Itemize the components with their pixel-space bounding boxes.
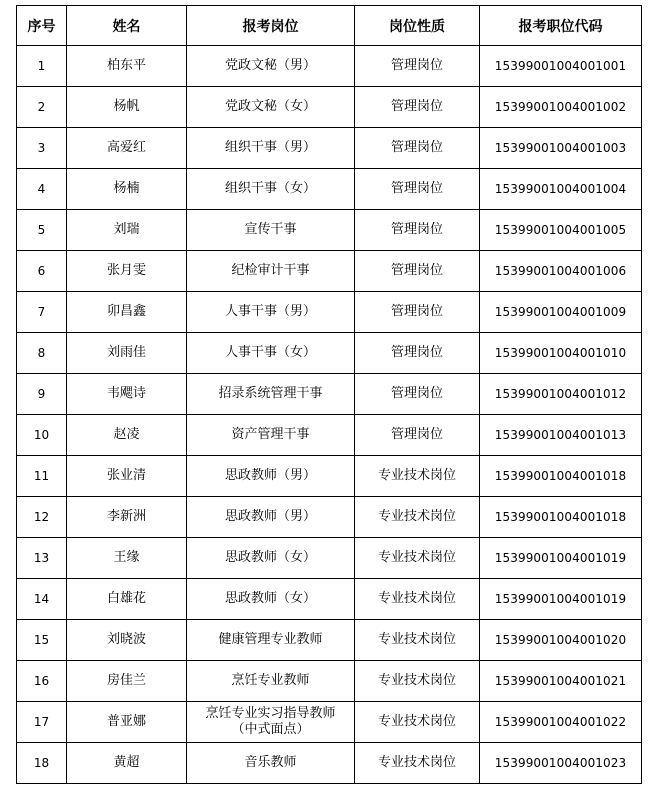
table-header xyxy=(17,6,642,46)
table-row xyxy=(17,333,642,374)
serial-number-cell: 12 xyxy=(17,497,67,538)
applied-post-cell xyxy=(187,374,355,415)
post-code-cell: 15399001004001009 xyxy=(480,292,642,333)
name-cell: 杨帆 xyxy=(67,87,187,128)
applied-post-line: 健康管理专业教师 xyxy=(218,632,323,647)
serial-number-cell: 5 xyxy=(17,210,67,251)
applied-post-line: 思政教师（女） xyxy=(224,550,316,565)
serial-number-cell: 6 xyxy=(17,251,67,292)
name-cell: 房佳兰 xyxy=(67,661,187,702)
post-nature-cell: 管理岗位 xyxy=(355,374,480,415)
table-row xyxy=(17,292,642,333)
table-row xyxy=(17,579,642,620)
applied-post-line: 纪检审计干事 xyxy=(231,263,310,278)
applied-post-cell xyxy=(187,251,355,292)
applied-post-cell xyxy=(187,87,355,128)
post-code-cell: 15399001004001013 xyxy=(480,415,642,456)
post-code-cell: 15399001004001021 xyxy=(480,661,642,702)
applied-post-cell xyxy=(187,128,355,169)
post-nature-cell: 专业技术岗位 xyxy=(355,497,480,538)
post-nature-cell: 管理岗位 xyxy=(355,251,480,292)
name-cell: 高爱红 xyxy=(67,128,187,169)
name-cell: 张月雯 xyxy=(67,251,187,292)
applied-post-line: 党政文秘（男） xyxy=(224,58,316,73)
applied-post-cell xyxy=(187,456,355,497)
post-nature-cell: 管理岗位 xyxy=(355,292,480,333)
table-row xyxy=(17,415,642,456)
table-row xyxy=(17,743,642,784)
post-nature-cell: 专业技术岗位 xyxy=(355,620,480,661)
applied-post-cell xyxy=(187,538,355,579)
applied-post-line: 党政文秘（女） xyxy=(224,99,316,114)
serial-number-cell: 10 xyxy=(17,415,67,456)
name-cell: 李新洲 xyxy=(67,497,187,538)
name-cell: 刘雨佳 xyxy=(67,333,187,374)
post-nature-cell: 管理岗位 xyxy=(355,169,480,210)
applied-post-line: 资产管理干事 xyxy=(231,427,310,442)
serial-number-cell: 1 xyxy=(17,46,67,87)
post-code-cell: 15399001004001018 xyxy=(480,456,642,497)
post-code-cell: 15399001004001004 xyxy=(480,169,642,210)
name-cell: 刘晓波 xyxy=(67,620,187,661)
applied-post-cell xyxy=(187,292,355,333)
applied-post-line: 组织干事（男） xyxy=(224,140,316,155)
table-row xyxy=(17,374,642,415)
applied-post-cell xyxy=(187,579,355,620)
table-row xyxy=(17,538,642,579)
post-nature-cell: 专业技术岗位 xyxy=(355,743,480,784)
post-code-cell: 15399001004001023 xyxy=(480,743,642,784)
applied-post-cell xyxy=(187,702,355,743)
serial-number-cell: 2 xyxy=(17,87,67,128)
table-row xyxy=(17,620,642,661)
applied-post-cell xyxy=(187,497,355,538)
post-code-cell: 1539900100400100​1 xyxy=(480,46,642,87)
post-code-cell: 15399001004001012 xyxy=(480,374,642,415)
name-cell: 柏东平 xyxy=(67,46,187,87)
serial-number-cell: 16 xyxy=(17,661,67,702)
applied-post-line: 思政教师（女） xyxy=(224,591,316,606)
header-name: 姓名 xyxy=(67,6,187,46)
post-code-cell: 15399001004001020 xyxy=(480,620,642,661)
name-cell: 韦飔诗 xyxy=(67,374,187,415)
post-nature-cell: 专业技术岗位 xyxy=(355,702,480,743)
serial-number-cell: 4 xyxy=(17,169,67,210)
post-nature-cell: 管理岗位 xyxy=(355,210,480,251)
serial-number-cell: 17 xyxy=(17,702,67,743)
applied-post-cell xyxy=(187,661,355,702)
applied-post-line: 宣传干事 xyxy=(244,222,297,237)
post-code-cell: 15399001004001018 xyxy=(480,497,642,538)
table-row xyxy=(17,661,642,702)
post-code-cell: 15399001004001010 xyxy=(480,333,642,374)
name-cell: 张业清 xyxy=(67,456,187,497)
applied-post-cell xyxy=(187,743,355,784)
applied-post-cell xyxy=(187,415,355,456)
post-nature-cell: 专业技术岗位 xyxy=(355,661,480,702)
applied-post-line: 思政教师（男） xyxy=(224,509,316,524)
name-cell: 王缘 xyxy=(67,538,187,579)
header-applied-post: 报考岗位 xyxy=(187,6,355,46)
post-code-cell: 15399001004001003 xyxy=(480,128,642,169)
applied-post-line: 招录系统管理干事 xyxy=(218,386,323,401)
header-row xyxy=(17,6,642,46)
applied-post-line: 烹饪专业实习指导教师 xyxy=(205,706,336,721)
post-nature-cell: 管理岗位 xyxy=(355,87,480,128)
serial-number-cell: 8 xyxy=(17,333,67,374)
name-cell: 白雄花 xyxy=(67,579,187,620)
table-row xyxy=(17,251,642,292)
post-code-cell: 15399001004001022 xyxy=(480,702,642,743)
name-cell: 赵凌 xyxy=(67,415,187,456)
table-row xyxy=(17,497,642,538)
post-nature-cell: 专业技术岗位 xyxy=(355,579,480,620)
serial-number-cell: 11 xyxy=(17,456,67,497)
applied-post-line: 组织干事（女） xyxy=(224,181,316,196)
applied-post-line: 音乐教师 xyxy=(244,755,297,770)
header-post-code: 报考职位代码 xyxy=(480,6,642,46)
table-row xyxy=(17,87,642,128)
name-cell: 刘瑞 xyxy=(67,210,187,251)
applied-post-cell xyxy=(187,169,355,210)
applied-post-cell xyxy=(187,210,355,251)
post-nature-cell: 管理岗位 xyxy=(355,415,480,456)
name-cell: 黄超 xyxy=(67,743,187,784)
serial-number-cell: 9 xyxy=(17,374,67,415)
table-body xyxy=(17,46,642,784)
table-row xyxy=(17,128,642,169)
serial-number-cell: 3 xyxy=(17,128,67,169)
post-code-cell: 15399001004001002 xyxy=(480,87,642,128)
name-cell: 杨楠 xyxy=(67,169,187,210)
table-row xyxy=(17,46,642,87)
serial-number-cell: 14 xyxy=(17,579,67,620)
serial-number-cell: 15 xyxy=(17,620,67,661)
applied-post-line: （中式面点） xyxy=(231,722,310,737)
post-code-cell: 15399001004001005 xyxy=(480,210,642,251)
name-cell: 卯昌鑫 xyxy=(67,292,187,333)
post-nature-cell: 专业技术岗位 xyxy=(355,456,480,497)
table-row xyxy=(17,456,642,497)
table-row xyxy=(17,210,642,251)
candidate-table-container xyxy=(16,5,642,784)
applied-post-line: 烹饪专业教师 xyxy=(231,673,310,688)
post-code-cell: 15399001004001019 xyxy=(480,538,642,579)
post-nature-cell: 专业技术岗位 xyxy=(355,538,480,579)
applied-post-line: 人事干事（男） xyxy=(224,304,316,319)
post-nature-cell: 管理岗位 xyxy=(355,46,480,87)
post-nature-cell: 管理岗位 xyxy=(355,333,480,374)
applied-post-cell xyxy=(187,620,355,661)
applied-post-cell xyxy=(187,333,355,374)
table-row xyxy=(17,169,642,210)
name-cell: 普亚娜 xyxy=(67,702,187,743)
applied-post-line: 思政教师（男） xyxy=(224,468,316,483)
header-post-nature: 岗位性质 xyxy=(355,6,480,46)
post-code-cell: 15399001004001006 xyxy=(480,251,642,292)
serial-number-cell: 13 xyxy=(17,538,67,579)
serial-number-cell: 18 xyxy=(17,743,67,784)
applied-post-cell xyxy=(187,46,355,87)
header-serial-number: 序号 xyxy=(17,6,67,46)
applied-post-line: 人事干事（女） xyxy=(224,345,316,360)
post-code-cell: 15399001004001019 xyxy=(480,579,642,620)
table-row xyxy=(17,702,642,743)
serial-number-cell: 7 xyxy=(17,292,67,333)
candidate-table xyxy=(16,5,642,784)
post-nature-cell: 管理岗位 xyxy=(355,128,480,169)
